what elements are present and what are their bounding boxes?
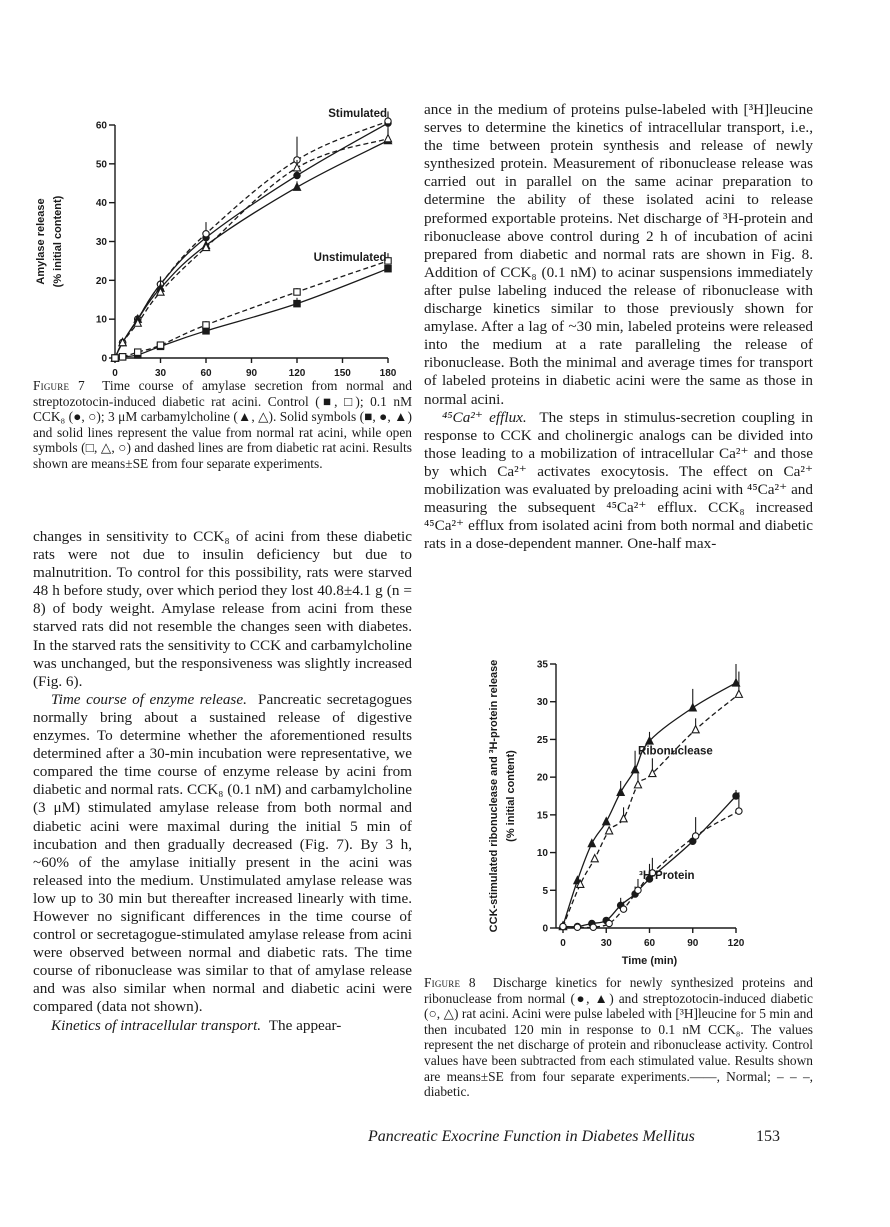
data-point bbox=[588, 840, 595, 847]
annotation-ribonuclease: Ribonuclease bbox=[638, 745, 713, 758]
data-point bbox=[119, 354, 125, 360]
data-point bbox=[385, 265, 391, 271]
x-tick-label: 180 bbox=[379, 368, 397, 379]
data-point bbox=[112, 355, 118, 361]
figure-8-label: Figure 8 bbox=[424, 975, 476, 990]
y-tick-label: 0 bbox=[101, 353, 107, 365]
data-point bbox=[591, 855, 598, 862]
y-tick-label: 10 bbox=[536, 848, 548, 860]
x-tick-label: 30 bbox=[600, 938, 612, 949]
page-number: 153 bbox=[756, 1128, 780, 1145]
series-line bbox=[115, 269, 388, 358]
data-point bbox=[590, 924, 596, 930]
y-tick-label: 5 bbox=[542, 885, 548, 897]
figure-7-label: Figure 7 bbox=[33, 378, 85, 393]
data-point bbox=[560, 923, 566, 929]
series-cck8-normal bbox=[112, 111, 391, 361]
x-tick-label: 120 bbox=[288, 368, 306, 379]
series-line bbox=[115, 123, 388, 358]
paragraph bbox=[33, 1017, 412, 1035]
data-point bbox=[620, 906, 626, 912]
data-point bbox=[620, 815, 627, 822]
figure-7-caption-text: Time course of amylase secretion from normal and streptozotocin-induced diabetic rat acini. Control (■, □); 0.1 nM CCK₈ (●, ○); 3 μM carbamylcholine (▲, △). Solid symbols (■, ●, ▲) and solid lines represent the value from normal rat acini, while open symbols (□, △, ○) and dashed lines are from diabetic rat acini. Results shown are means±SE from four separate experiments. bbox=[33, 378, 412, 471]
data-point bbox=[293, 183, 300, 190]
x-tick-label: 60 bbox=[643, 938, 656, 949]
data-point bbox=[203, 231, 209, 237]
y-tick-label: 15 bbox=[536, 810, 548, 822]
x-tick-label: 60 bbox=[200, 368, 212, 379]
series-line bbox=[563, 694, 739, 926]
page-footer bbox=[368, 1128, 818, 1146]
data-point bbox=[634, 781, 641, 788]
y-tick-label: 30 bbox=[536, 697, 548, 709]
figure-7-plot bbox=[30, 95, 410, 380]
data-point bbox=[135, 349, 141, 355]
series-ribonuclease-normal bbox=[559, 664, 739, 929]
data-point bbox=[733, 793, 739, 799]
data-point bbox=[293, 164, 300, 171]
x-axis-label: Time (min) bbox=[621, 955, 678, 967]
data-point bbox=[203, 322, 209, 328]
y-tick-label: 40 bbox=[95, 198, 107, 210]
series-carbamylcholine-normal bbox=[111, 129, 391, 361]
section-heading: Kinetics of intracellular transport. bbox=[51, 1016, 262, 1034]
annotation-unstimulated: Unstimulated bbox=[313, 251, 387, 264]
section-heading: Time course of enzyme release. bbox=[51, 690, 247, 708]
series-line bbox=[115, 141, 388, 358]
x-tick-label: 0 bbox=[560, 938, 566, 949]
annotation-stimulated: Stimulated bbox=[328, 108, 388, 121]
right-column-text bbox=[424, 101, 813, 553]
x-tick-label: 90 bbox=[245, 368, 258, 379]
data-point bbox=[294, 172, 300, 178]
y-tick-label: 25 bbox=[536, 734, 548, 746]
y-tick-label: 60 bbox=[95, 120, 107, 132]
annotation-h-protein: ³H-Protein bbox=[639, 869, 695, 882]
left-column-text bbox=[33, 528, 412, 1035]
y-tick-label: 10 bbox=[95, 314, 107, 326]
figure-7-caption bbox=[33, 378, 412, 472]
y-axis-label: (% initial content) bbox=[505, 750, 517, 842]
series-line bbox=[115, 121, 388, 358]
data-point bbox=[635, 887, 641, 893]
data-point bbox=[692, 833, 698, 839]
x-tick-label: 120 bbox=[727, 938, 745, 949]
series-line bbox=[563, 796, 736, 927]
series-h-protein-normal bbox=[560, 790, 739, 930]
data-point bbox=[692, 726, 699, 733]
data-point bbox=[606, 920, 612, 926]
data-point bbox=[617, 788, 624, 795]
data-point bbox=[603, 818, 610, 825]
data-point bbox=[384, 135, 391, 142]
series-line bbox=[563, 683, 736, 926]
series-h-protein-diabetic bbox=[560, 792, 742, 930]
data-point bbox=[157, 342, 163, 348]
y-axis-label: (% initial content) bbox=[52, 195, 64, 288]
data-point bbox=[735, 690, 742, 697]
y-tick-label: 0 bbox=[542, 923, 548, 935]
paragraph bbox=[33, 691, 412, 1017]
x-tick-label: 90 bbox=[687, 938, 699, 949]
series-ribonuclease-diabetic bbox=[559, 672, 742, 930]
data-point bbox=[606, 827, 613, 834]
paragraph bbox=[424, 409, 813, 554]
figure-8-plot bbox=[475, 645, 795, 970]
y-axis-label: CCK-stimulated ribonuclease and ³H-protein release bbox=[488, 659, 500, 933]
series-line bbox=[115, 139, 388, 358]
data-point bbox=[294, 289, 300, 295]
figure-7 bbox=[30, 95, 410, 380]
data-point bbox=[631, 766, 638, 773]
section-heading: ⁴⁵Ca²⁺ efflux. bbox=[442, 408, 527, 426]
paragraph-body: The steps in stimulus-secretion coupling in response to CCK and cholinergic analogs can be divided into those leading to a mobilization of intracellular Ca²⁺ and those by which Ca²⁺ activates exocytosis. The effect on Ca²⁺ mobilization was evaluated by preloading acini with ⁴⁵Ca²⁺ and measuring the subsequent ⁴⁵Ca²⁺ efflux. CCK₈ increased ⁴⁵Ca²⁺ efflux from isolated acini from both normal and diabetic rats in a dose-dependent manner. One-half max- bbox=[424, 408, 813, 553]
x-tick-label: 30 bbox=[154, 368, 167, 379]
paragraph: ance in the medium of proteins pulse-labeled with [³H]leucine serves to determine the kinetics of intracellular transport, i.e., the time between protein synthesis and release of newly synthesized protein. Measurement of ribonuclease release was carried out in parallel on the same acinar preparation to determine the ability of these isolated acini to release preformed exportable proteins. Net discharge of ³H-protein and ribonuclease above control during 2 h of incubation of acini prepared from diabetic and normal rats are shown in Fig. 8. Addition of CCK₈ (0.1 nM) to acinar suspensions immediately after pulse labeling induced the release of ribonuclease with discharge kinetics similar to those previously shown for amylase. After a lag of ~30 min, labeled proteins were released into the medium at a rate paralleling the release of ribonuclease. Both the minimal and average times for transport of labeled proteins in diabetic acini were the same as those in normal acini. bbox=[424, 101, 813, 408]
x-tick-label: 150 bbox=[334, 368, 351, 379]
data-point bbox=[294, 300, 300, 306]
y-tick-label: 50 bbox=[95, 159, 107, 171]
paragraph: changes in sensitivity to CCK₈ of acini from these diabetic rats were not due to insulin deficiency but due to malnutrition. To control for this possibility, rats were starved 48 h before study, over which period they lost 40.8±4.1 g (n = 8) of body weight. Amylase release from acini from these starved rats did not resemble the changes seen with diabetes. In the starved rats the sensitivity to CCK and carbamylcholine was unchanged, but the responsiveness was slightly increased (Fig. 6). bbox=[33, 528, 412, 690]
series-line bbox=[115, 261, 388, 358]
series-control-diabetic bbox=[112, 253, 391, 361]
series-cck8-diabetic bbox=[112, 113, 391, 361]
data-point bbox=[689, 704, 696, 711]
y-tick-label: 20 bbox=[95, 275, 107, 287]
paragraph-body: Pancreatic secretagogues normally bring about a sustained release of digestive enzymes. To determine whether the aforementioned results determined after a 30-min incubation were representative, we compared the time course of enzyme release by acini from diabetic and normal rats. CCK₈ (0.1 nM) and carbamylcholine (3 μM) stimulated amylase release from both normal and diabetic acini were maximal during the initial 5 min of incubation and then gradually decreased (Fig. 7). By 3 h, ~60% of the amylase initially present in the acini was released into the medium. Unstimulated amylase release was low up to 30 min but thereafter increased linearly with time. However no significant differences in the time course of control or secretagogue-stimulated amylase release from acini were observed between normal and diabetic rats. The time course of ribonuclease was similar to that of amylase release and was also similar when normal and diabetic acini were compared (data not shown). bbox=[33, 690, 413, 1016]
y-axis-label: Amylase release bbox=[35, 198, 47, 285]
y-tick-label: 35 bbox=[536, 659, 548, 671]
x-tick-label: 0 bbox=[112, 368, 118, 379]
series-control-normal bbox=[112, 265, 391, 361]
data-point bbox=[736, 808, 742, 814]
running-title: Pancreatic Exocrine Function in Diabetes Mellitus bbox=[368, 1128, 695, 1145]
data-point bbox=[574, 924, 580, 930]
y-tick-label: 20 bbox=[536, 772, 548, 784]
figure-8-caption-text: Discharge kinetics for newly synthesized proteins and ribonuclease from normal (●, ▲) and streptozotocin-induced diabetic (○, △) rat acini. Acini were pulse labeled with [³H]leucine for 5 min and then incubated 120 min in response to 0.1 nM CCK₈. The values represent the net discharge of protein and ribonuclease activity. Control values have been subtracted from each stimulated value. Results shown are means±SE from four separate experiments.——, Normal; – – –, diabetic. bbox=[424, 975, 813, 1100]
figure-8 bbox=[475, 645, 795, 970]
y-tick-label: 30 bbox=[95, 237, 107, 248]
paragraph-body: The appear- bbox=[268, 1016, 342, 1034]
figure-8-caption bbox=[424, 975, 813, 1100]
